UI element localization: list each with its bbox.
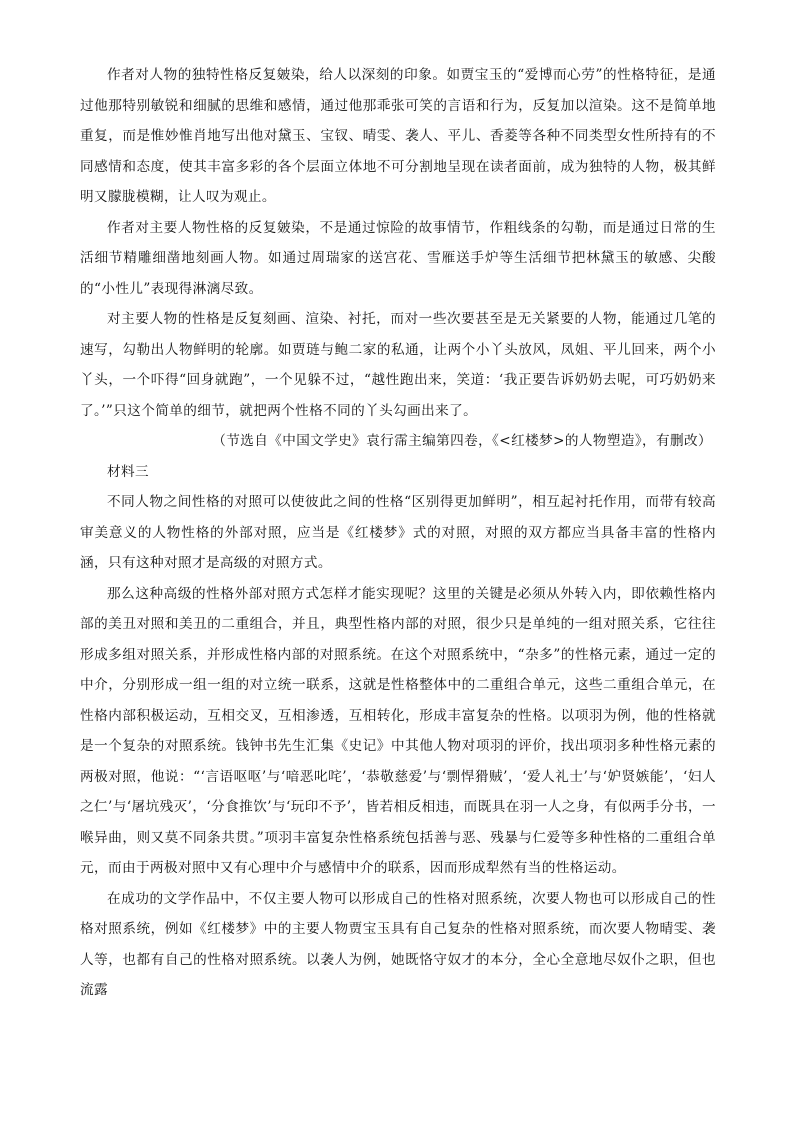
section-heading: 材料三 [107,463,149,480]
paragraph: 作者对主要人物性格的反复皴染，不是通过惊险的故事情节，作粗线条的勾勒，而是通过日常的生活细节精雕细凿地刻画人物。如通过周瑞家的送宫花、雪雁送手炉等生活细节把林黛玉的敏感、尖酸的“小性儿”表现得淋漓尽致。 [80,219,716,297]
paragraph: 对主要人物的性格是反复刻画、渲染、衬托，而对一些次要甚至是无关紧要的人物，能通过几笔的速写，勾勒出人物鲜明的轮廓。如贾琏与鲍二家的私通，让两个小丫头放风，凤姐、平儿回来，两个小丫头，一个吓得“回身就跑”，一个见躲不过，“越性跑出来，笑道：‘我正要告诉奶奶去呢，可巧奶奶来了。’”只这个简单的细节，就把两个性格不同的丫头勾画出来了。 [80,311,716,419]
source-citation: （节选自《中国文学史》袁行霈主编第四卷，《<红楼梦>的人物塑造》，有删改） [212,433,712,449]
paragraph: 在成功的文学作品中，不仅主要人物可以形成自己的性格对照系统，次要人物也可以形成自己的性格对照系统，例如《红楼梦》中的主要人物贾宝玉具有自己复杂的性格对照系统，而次要人物晴雯、袭人等，也都有自己的性格对照系统。以袭人为例，她既恪守奴才的本分，全心全意地尽奴仆之职，但也流露 [80,890,716,998]
document-page [80,60,716,1006]
paragraph: 不同人物之间性格的对照可以使彼此之间的性格“区别得更加鲜明”，相互起衬托作用，而带有较高审美意义的人物性格的外部对照，应当是《红楼梦》式的对照，对照的双方都应当具备丰富的性格内涵，只有这种对照才是高级的对照方式。 [80,494,716,571]
paragraph: 作者对人物的独特性格反复皴染，给人以深刻的印象。如贾宝玉的“爱博而心劳”的性格特征，是通过他那特别敏锐和细腻的思维和感情，通过他那乖张可笑的言语和行为，反复加以渲染。这不是简单地重复，而是惟妙惟肖地写出他对黛玉、宝钗、晴雯、袭人、平儿、香菱等各种不同类型女性所持有的不同感情和态度，使其丰富多彩的各个层面立体地不可分割地呈现在读者面前，成为独特的人物，极其鲜明又朦胧模糊，让人叹为观止。 [80,67,716,205]
paragraph: 那么这种高级的性格外部对照方式怎样才能实现呢？这里的关键是必须从外转入内，即依赖性格内部的美丑对照和美丑的二重组合，并且，典型性格内部的对照，很少只是单纯的一组对照关系，它往往形成多组对照关系，并形成性格内部的对照系统。在这个对照系统中，“杂多”的性格元素，通过一定的中介，分别形成一组一组的对立统一联系，这就是性格整体中的二重组合单元，这些二重组合单元，在性格内部积极运动，互相交叉，互相渗透，互相转化，形成丰富复杂的性格。以项羽为例，他的性格就是一个复杂的对照系统。钱钟书先生汇集《史记》中其他人物对项羽的评价，找出项羽多种性格元素的两极对照，他说：“‘言语呕呕’与‘喑恶叱咤’，‘恭敬慈爱’与‘剽悍猾贼’，‘爱人礼士’与‘妒贤嫉能’，‘妇人之仁’与‘屠坑残灭’，‘分食推饮’与‘玩印不予’，皆若相反相违，而既具在羽一人之身，有似两手分书，一喉异曲，则又莫不同条共贯。”项羽丰富复杂性格系统包括善与恶、残暴与仁爱等多种性格的二重组合单元，而由于两极对照中又有心理中介与感情中介的联系，因而形成犁然有当的性格运动。 [80,585,716,876]
